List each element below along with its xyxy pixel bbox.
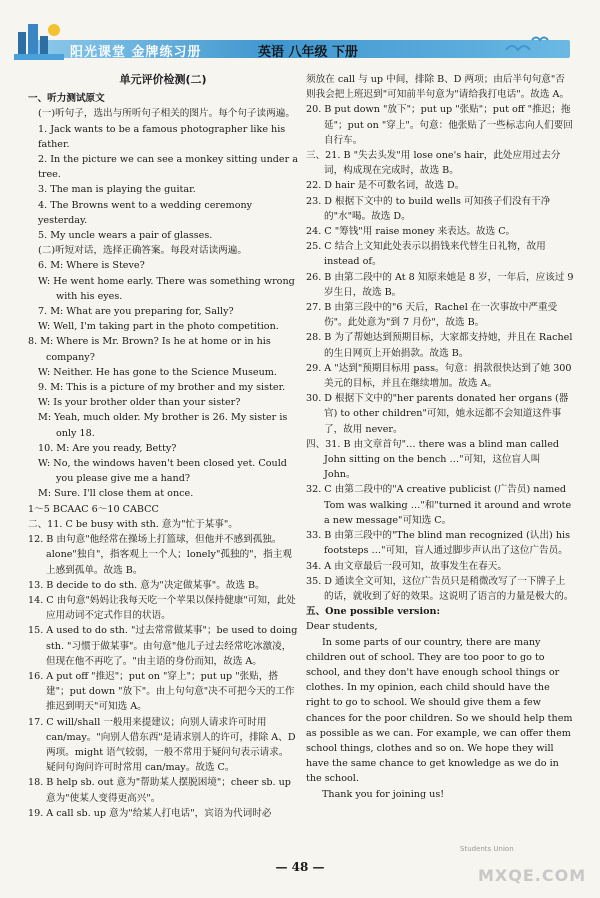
answer-item: 22. D hair 是不可数名词，故选 D。	[306, 180, 465, 192]
section-title: 单元评价检测(二)	[119, 73, 207, 86]
list-item: 1. Jack wants to be a famous photographer like his father.	[38, 123, 286, 150]
section-heading: 一、听力测试原文	[28, 93, 105, 105]
essay-body: In some parts of our country, there are many children out of school. They are too poor to go to school, and they don't have enough school things or clothes. In my opinion, each child should have the right to go to school. We should give them a few chances for the poor children. So we should help them as possible as we can. For example, we can offer them school things, clothes and so on. We hope they will have the same chance to get knowledge as we do in the school.	[306, 636, 573, 785]
right-column	[306, 72, 574, 802]
answer-item: 19. A call sb. up 意为"给某人打电话"，宾语为代词时必	[28, 807, 272, 819]
essay-salutation: Dear students,	[306, 621, 378, 633]
answer-item: 29. A "达到"预期目标用 pass。句意：捐款很快达到了她 300 美元的目标，并且在继续增加。故选 A。	[306, 362, 572, 390]
answer-item: 24. C "筹钱"用 raise money 来表达。故选 C。	[306, 226, 516, 238]
list-item: M: Sure. I'll close them at once.	[38, 488, 194, 500]
answer-item: 14. C 由句意"妈妈让我每天吃一个苹果以保持健康"可知，此处应用动词不定式作目的状语。	[28, 594, 296, 622]
answer-item: 30. D 根据下文中的"her parents donated her organs (器官) to other children"可知，她永远都不会知道这件事了，故用 never。	[306, 393, 569, 435]
list-item: 4. The Browns went to a wedding ceremony yesterday.	[38, 199, 253, 226]
answer-item: 33. B 由第三段中的"The blind man recognized (认出) his footsteps …"可知，盲人通过脚步声认出了这位广告员。	[306, 530, 570, 557]
page-header	[0, 0, 600, 62]
answer-item: 15. A used to do sth. "过去常常做某事"；be used to doing sth. "习惯于做某事"。由句意"他儿子过去经常吃冰激凌，但现在他不再吃了。"由主语的身份而知，故选 A。	[28, 625, 298, 667]
list-item: 10. M: Are you ready, Betty?	[38, 442, 177, 454]
list-item: W: Is your brother older than your sister?	[38, 397, 241, 409]
list-item: W: He went home early. There was something wrong with his eyes.	[38, 275, 295, 302]
answer-item: 16. A put off "推迟"；put on "穿上"；put up "张贴，搭建"；put down "放下"。由上句句意"决不可把今天的工作推迟到明天"可知选 A。	[28, 670, 295, 713]
list-item: 7. M: What are you preparing for, Sally?	[38, 306, 234, 318]
answer-item: 35. D 通读全文可知，这位广告员只是稍微改写了一下牌子上的话，就收到了好的效果。这说明了语言的力量是极大的。	[306, 575, 574, 602]
answer-item: 34. A 由文章最后一段可知，故事发生在春天。	[306, 560, 507, 572]
answer-item: 32. C 由第二段中的"A creative publicist (广告员) named Tom was walking …"和"turned it around and wrote a new message"可知选 C。	[306, 484, 572, 526]
watermark-large: MXQE.COM	[478, 866, 587, 885]
answer-item: 23. D 根据下文中的 to build wells 可知孩子们没有干净的"水"喝。故选 D。	[306, 195, 551, 222]
answer-item: 28. B 为了帮她达到预期目标，大家都支持她，并且在 Rachel 的生日网页上开始捐款。故选 B。	[306, 332, 573, 359]
answer-item: 须放在 call 与 up 中间，排除 B、D 两项；由后半句句意"否则我会把上班迟到"可知前半句意为"请给我打电话"。故选 A。	[306, 74, 570, 101]
answer-item: 17. C will/shall 一般用来提建议；向别人请求许可时用 can/may。"向别人借东西"是请求别人的许可，排除 A、D 两项。might 语气较弱，一般不常用于疑问句表示请求。疑问句询问许可时常用 can/may。故选 C。	[28, 716, 296, 774]
page-number: — 48 —	[275, 860, 325, 874]
list-item: W: Neither. He has gone to the Science Museum.	[38, 366, 277, 378]
left-column	[28, 72, 298, 821]
answer-item: 20. B put down "放下"；put up "张贴"；put off "推迟；拖延"；put on "穿上"。句意：他张贴了一些标志向人们要回自行车。	[306, 104, 573, 146]
birds-icon	[496, 30, 556, 60]
series-title: 阳光课堂 金牌练习册	[70, 45, 202, 60]
list-item: 6. M: Where is Steve?	[38, 260, 145, 272]
list-item: 2. In the picture we can see a monkey sitting under a tree.	[38, 154, 298, 181]
answer-item: 三、21. B "失去头发"用 lose one's hair，此处应用过去分词，构成现在完成时，故选 B。	[306, 150, 561, 177]
answer-item: 18. B help sb. out 意为"帮助某人摆脱困境"；cheer sb. up 意为"使某人变得更高兴"。	[28, 777, 291, 804]
list-item: M: Yeah, much older. My brother is 26. My sister is only 18.	[38, 412, 288, 439]
list-item: 3. The man is playing the guitar.	[38, 184, 196, 196]
list-item: 5. My uncle wears a pair of glasses.	[38, 230, 213, 242]
answer-item: 12. B 由句意"他经常在操场上打篮球，但他并不感到孤独。alone"独自"，指客观上一个人；lonely"孤独的"，指主观上感到孤单。故选 B。	[28, 534, 292, 576]
answer-key: 1～5 BCAAC 6～10 CABCC	[28, 503, 159, 515]
instruction-text: (二)听短对话，选择正确答案。每段对话读两遍。	[38, 245, 247, 257]
series-logo-icon	[14, 18, 64, 62]
answer-item: 四、31. B 由文章首句"… there was a blind man called John sitting on the bench …"可知，这位盲人叫 John。	[306, 438, 560, 481]
answer-item: 25. C 结合上文知此处表示以捐钱来代替生日礼物，故用 instead of。	[306, 241, 546, 268]
answer-item: 27. B 由第三段中的"6 天后，Rachel 在一次事故中严重受伤"。此处意为"到 7 月份"，故选 B。	[306, 302, 558, 329]
answer-item: 26. B 由第二段中的 At 8 知原来她是 8 岁，一年后，应该过 9 岁生日，故选 B。	[306, 271, 574, 298]
essay-heading: 五、One possible version:	[306, 606, 441, 618]
essay-closing: Thank you for joining us!	[322, 788, 445, 800]
answer-item: 13. B decide to do sth. 意为"决定做某事"。故选 B。	[28, 579, 265, 591]
list-item: W: Well, I'm taking part in the photo competition.	[38, 321, 279, 333]
subject-title: 英语 八年级 下册	[258, 45, 359, 60]
watermark-small: Students Union	[460, 845, 514, 853]
instruction-text: (一)听句子，选出与所听句子相关的图片。每个句子读两遍。	[38, 108, 295, 120]
answer-item: 二、11. C be busy with sth. 意为"忙于某事"。	[28, 518, 238, 530]
list-item: W: No, the windows haven't been closed yet. Could you please give me a hand?	[38, 458, 287, 485]
list-item: 8. M: Where is Mr. Brown? Is he at home or in his company?	[28, 336, 271, 363]
list-item: 9. M: This is a picture of my brother and my sister.	[38, 382, 286, 394]
